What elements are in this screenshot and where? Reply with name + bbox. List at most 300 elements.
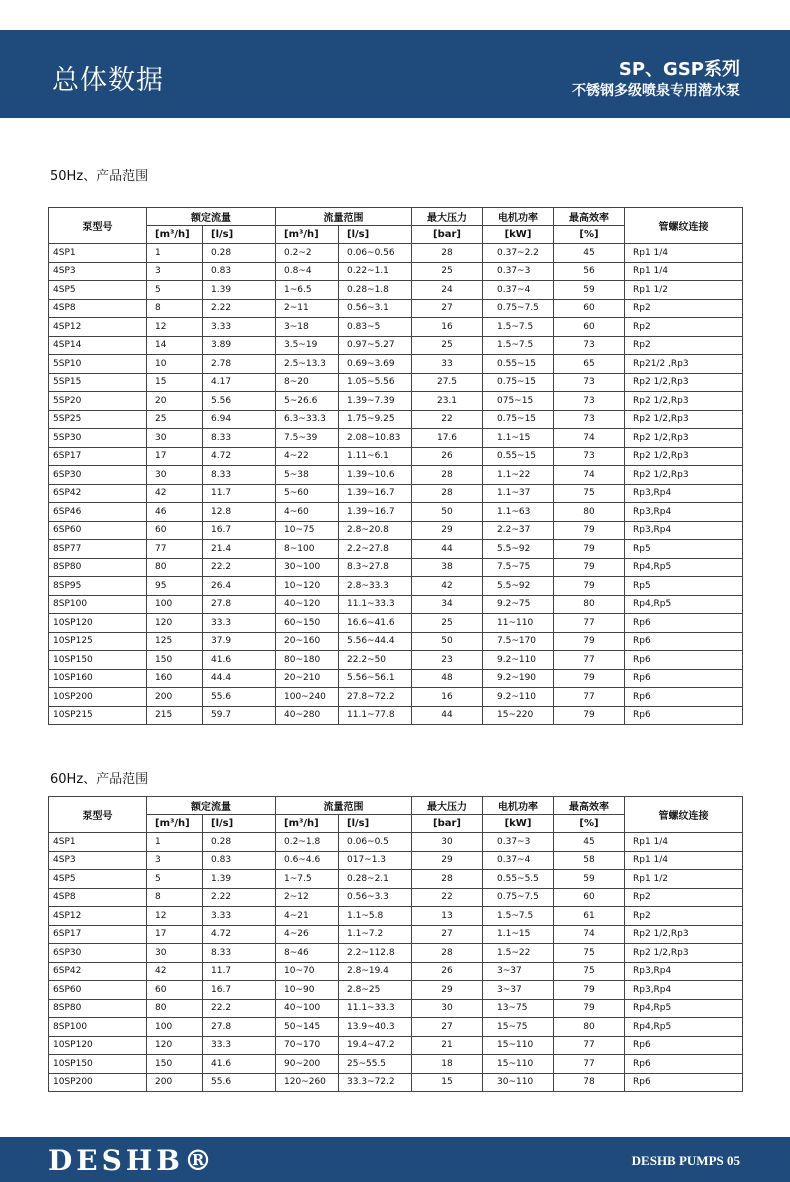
cell-max-efficiency: 73 (554, 373, 625, 392)
cell-max-efficiency: 77 (554, 1055, 625, 1074)
cell-flow-range-ls: 5.56~44.4 (339, 632, 412, 651)
cell-max-efficiency: 65 (554, 355, 625, 374)
table-row (49, 318, 743, 337)
unit-bar: [bar] (412, 815, 483, 833)
cell-max-pressure: 44 (412, 540, 483, 559)
cell-motor-power: 1.1~22 (483, 466, 554, 485)
cell-flow-range-ls: 2.2~27.8 (339, 540, 412, 559)
cell-max-efficiency: 79 (554, 577, 625, 596)
cell-motor-power: 0.75~15 (483, 373, 554, 392)
cell-motor-power: 0.37~4 (483, 281, 554, 300)
cell-flow-range-ls: 2.8~25 (339, 981, 412, 1000)
cell-rated-flow-ls: 2.78 (203, 355, 276, 374)
table-row (49, 1036, 743, 1055)
cell-max-pressure: 23.1 (412, 392, 483, 411)
cell-rated-flow-ls: 3.89 (203, 336, 276, 355)
cell-rated-flow-m3h: 10 (147, 355, 203, 374)
cell-model: 6SP17 (49, 447, 147, 466)
cell-flow-range-ls: 0.28~1.8 (339, 281, 412, 300)
cell-max-efficiency: 73 (554, 410, 625, 429)
cell-motor-power: 30~110 (483, 1073, 554, 1092)
table-row (49, 392, 743, 411)
unit-ls: [l/s] (339, 815, 412, 833)
cell-thread: Rp2 1/2,Rp3 (625, 392, 743, 411)
cell-rated-flow-m3h: 5 (147, 281, 203, 300)
cell-flow-range-ls: 8.3~27.8 (339, 558, 412, 577)
cell-max-efficiency: 75 (554, 944, 625, 963)
cell-flow-range-m3h: 5~60 (276, 484, 339, 503)
cell-flow-range-m3h: 0.2~1.8 (276, 833, 339, 852)
cell-rated-flow-ls: 27.8 (203, 1018, 276, 1037)
cell-flow-range-m3h: 0.6~4.6 (276, 851, 339, 870)
cell-motor-power: 9.2~190 (483, 669, 554, 688)
cell-flow-range-m3h: 20~210 (276, 669, 339, 688)
cell-rated-flow-m3h: 30 (147, 429, 203, 448)
cell-max-efficiency: 75 (554, 484, 625, 503)
cell-max-pressure: 44 (412, 706, 483, 725)
cell-max-efficiency: 59 (554, 281, 625, 300)
spec-table-60hz (48, 796, 743, 1092)
table-row (49, 870, 743, 889)
cell-flow-range-ls: 0.22~1.1 (339, 262, 412, 281)
cell-max-efficiency: 80 (554, 595, 625, 614)
table-row (49, 558, 743, 577)
cell-max-pressure: 27 (412, 299, 483, 318)
cell-motor-power: 15~75 (483, 1018, 554, 1037)
cell-rated-flow-m3h: 150 (147, 1055, 203, 1074)
cell-flow-range-m3h: 6.3~33.3 (276, 410, 339, 429)
header-motor-power: 电机功率 (483, 797, 554, 815)
cell-max-efficiency: 79 (554, 669, 625, 688)
cell-max-pressure: 38 (412, 558, 483, 577)
cell-max-pressure: 27 (412, 1018, 483, 1037)
table-row (49, 981, 743, 1000)
table-row (49, 925, 743, 944)
cell-model: 6SP30 (49, 944, 147, 963)
cell-motor-power: 0.37~3 (483, 262, 554, 281)
header-flow-range: 流量范围 (276, 797, 412, 815)
cell-max-pressure: 29 (412, 981, 483, 1000)
cell-rated-flow-ls: 12.8 (203, 503, 276, 522)
cell-max-pressure: 21 (412, 1036, 483, 1055)
cell-thread: Rp5 (625, 540, 743, 559)
cell-rated-flow-m3h: 30 (147, 944, 203, 963)
cell-model: 8SP80 (49, 999, 147, 1018)
cell-max-pressure: 30 (412, 999, 483, 1018)
cell-rated-flow-ls: 5.56 (203, 392, 276, 411)
cell-flow-range-ls: 5.56~56.1 (339, 669, 412, 688)
cell-rated-flow-ls: 4.17 (203, 373, 276, 392)
cell-thread: Rp2 1/2,Rp3 (625, 429, 743, 448)
header-motor-power: 电机功率 (483, 208, 554, 226)
cell-max-pressure: 28 (412, 484, 483, 503)
cell-max-pressure: 50 (412, 632, 483, 651)
unit-kw: [kW] (483, 815, 554, 833)
cell-motor-power: 15~110 (483, 1055, 554, 1074)
cell-flow-range-m3h: 120~260 (276, 1073, 339, 1092)
cell-max-pressure: 18 (412, 1055, 483, 1074)
cell-max-efficiency: 79 (554, 540, 625, 559)
cell-rated-flow-ls: 59.7 (203, 706, 276, 725)
cell-rated-flow-ls: 16.7 (203, 521, 276, 540)
cell-thread: Rp2 (625, 299, 743, 318)
cell-thread: Rp4,Rp5 (625, 558, 743, 577)
cell-max-efficiency: 74 (554, 429, 625, 448)
cell-flow-range-ls: 1.11~6.1 (339, 447, 412, 466)
table-row (49, 888, 743, 907)
cell-max-pressure: 26 (412, 962, 483, 981)
cell-flow-range-ls: 33.3~72.2 (339, 1073, 412, 1092)
cell-flow-range-m3h: 8~46 (276, 944, 339, 963)
cell-model: 4SP1 (49, 833, 147, 852)
cell-rated-flow-m3h: 125 (147, 632, 203, 651)
spec-table-50hz (48, 207, 743, 725)
unit-ls: [l/s] (339, 226, 412, 244)
cell-max-pressure: 16 (412, 318, 483, 337)
cell-max-pressure: 25 (412, 614, 483, 633)
cell-flow-range-ls: 16.6~41.6 (339, 614, 412, 633)
cell-flow-range-m3h: 2.5~13.3 (276, 355, 339, 374)
header-max-pressure: 最大压力 (412, 208, 483, 226)
cell-motor-power: 7.5~170 (483, 632, 554, 651)
cell-thread: Rp3,Rp4 (625, 962, 743, 981)
cell-rated-flow-m3h: 215 (147, 706, 203, 725)
cell-rated-flow-m3h: 80 (147, 558, 203, 577)
cell-rated-flow-ls: 16.7 (203, 981, 276, 1000)
cell-model: 5SP25 (49, 410, 147, 429)
cell-flow-range-ls: 1.39~10.6 (339, 466, 412, 485)
cell-thread: Rp1 1/2 (625, 870, 743, 889)
series-name: SP、GSP系列 (618, 59, 740, 80)
cell-flow-range-m3h: 0.2~2 (276, 244, 339, 263)
cell-max-efficiency: 59 (554, 870, 625, 889)
cell-model: 4SP14 (49, 336, 147, 355)
cell-max-efficiency: 45 (554, 244, 625, 263)
cell-flow-range-ls: 11.1~33.3 (339, 595, 412, 614)
cell-flow-range-m3h: 5~26.6 (276, 392, 339, 411)
cell-rated-flow-ls: 3.33 (203, 907, 276, 926)
table-row (49, 466, 743, 485)
cell-flow-range-ls: 2.8~20.8 (339, 521, 412, 540)
cell-rated-flow-m3h: 46 (147, 503, 203, 522)
cell-model: 6SP42 (49, 484, 147, 503)
cell-flow-range-m3h: 1~6.5 (276, 281, 339, 300)
cell-flow-range-ls: 2.8~19.4 (339, 962, 412, 981)
cell-thread: Rp2 (625, 318, 743, 337)
cell-thread: Rp3,Rp4 (625, 981, 743, 1000)
header-thread: 管螺纹连接 (625, 797, 743, 833)
cell-flow-range-ls: 2.8~33.3 (339, 577, 412, 596)
cell-model: 6SP60 (49, 521, 147, 540)
cell-flow-range-ls: 0.83~5 (339, 318, 412, 337)
unit-m3h: [m³/h] (276, 226, 339, 244)
cell-thread: Rp2 1/2,Rp3 (625, 925, 743, 944)
cell-flow-range-m3h: 10~120 (276, 577, 339, 596)
cell-thread: Rp6 (625, 669, 743, 688)
unit-ls: [l/s] (203, 226, 276, 244)
cell-motor-power: 0.55~15 (483, 447, 554, 466)
cell-max-efficiency: 80 (554, 1018, 625, 1037)
cell-flow-range-m3h: 0.8~4 (276, 262, 339, 281)
cell-max-pressure: 28 (412, 870, 483, 889)
cell-thread: Rp1 1/2 (625, 281, 743, 300)
cell-rated-flow-ls: 4.72 (203, 925, 276, 944)
table-row (49, 688, 743, 707)
page-title: 总体数据 (52, 65, 164, 96)
table-row (49, 851, 743, 870)
cell-max-efficiency: 79 (554, 632, 625, 651)
cell-model: 10SP160 (49, 669, 147, 688)
cell-thread: Rp6 (625, 706, 743, 725)
cell-rated-flow-m3h: 120 (147, 1036, 203, 1055)
unit-m3h: [m³/h] (147, 815, 203, 833)
cell-flow-range-m3h: 4~22 (276, 447, 339, 466)
cell-thread: Rp2 (625, 888, 743, 907)
cell-max-efficiency: 60 (554, 299, 625, 318)
cell-flow-range-m3h: 40~120 (276, 595, 339, 614)
cell-flow-range-m3h: 70~170 (276, 1036, 339, 1055)
cell-rated-flow-m3h: 60 (147, 981, 203, 1000)
brand-logo: DESHB® (48, 1144, 216, 1177)
cell-max-pressure: 50 (412, 503, 483, 522)
cell-thread: Rp2 1/2,Rp3 (625, 944, 743, 963)
cell-rated-flow-ls: 44.4 (203, 669, 276, 688)
cell-flow-range-ls: 2.08~10.83 (339, 429, 412, 448)
cell-rated-flow-ls: 21.4 (203, 540, 276, 559)
cell-model: 5SP10 (49, 355, 147, 374)
table-row (49, 614, 743, 633)
cell-model: 5SP30 (49, 429, 147, 448)
cell-flow-range-ls: 1.05~5.56 (339, 373, 412, 392)
cell-model: 4SP3 (49, 262, 147, 281)
cell-rated-flow-ls: 33.3 (203, 1036, 276, 1055)
table-row (49, 962, 743, 981)
cell-flow-range-ls: 0.56~3.1 (339, 299, 412, 318)
cell-rated-flow-ls: 41.6 (203, 1055, 276, 1074)
cell-rated-flow-m3h: 3 (147, 851, 203, 870)
cell-motor-power: 9.2~110 (483, 688, 554, 707)
cell-max-efficiency: 60 (554, 888, 625, 907)
cell-thread: Rp2 1/2,Rp3 (625, 410, 743, 429)
cell-max-efficiency: 79 (554, 981, 625, 1000)
cell-flow-range-m3h: 40~100 (276, 999, 339, 1018)
cell-rated-flow-m3h: 20 (147, 392, 203, 411)
header-model: 泵型号 (49, 208, 147, 244)
cell-model: 10SP120 (49, 1036, 147, 1055)
cell-rated-flow-ls: 55.6 (203, 1073, 276, 1092)
cell-rated-flow-ls: 0.83 (203, 262, 276, 281)
cell-motor-power: 0.55~15 (483, 355, 554, 374)
cell-rated-flow-m3h: 8 (147, 888, 203, 907)
table-row (49, 281, 743, 300)
cell-rated-flow-m3h: 77 (147, 540, 203, 559)
cell-max-pressure: 24 (412, 281, 483, 300)
cell-max-pressure: 28 (412, 244, 483, 263)
table-row (49, 669, 743, 688)
cell-rated-flow-m3h: 100 (147, 1018, 203, 1037)
cell-flow-range-m3h: 10~75 (276, 521, 339, 540)
cell-rated-flow-ls: 33.3 (203, 614, 276, 633)
table-row (49, 944, 743, 963)
table-row (49, 706, 743, 725)
cell-max-pressure: 48 (412, 669, 483, 688)
table-row (49, 429, 743, 448)
cell-max-efficiency: 45 (554, 833, 625, 852)
cell-thread: Rp2 (625, 336, 743, 355)
cell-flow-range-ls: 19.4~47.2 (339, 1036, 412, 1055)
cell-rated-flow-m3h: 12 (147, 318, 203, 337)
cell-max-efficiency: 79 (554, 999, 625, 1018)
cell-rated-flow-m3h: 1 (147, 833, 203, 852)
table-row (49, 336, 743, 355)
cell-flow-range-ls: 1.75~9.25 (339, 410, 412, 429)
cell-flow-range-m3h: 3~18 (276, 318, 339, 337)
section-title-50hz: 50Hz、产品范围 (50, 169, 149, 184)
cell-rated-flow-ls: 41.6 (203, 651, 276, 670)
cell-max-pressure: 28 (412, 466, 483, 485)
cell-rated-flow-m3h: 42 (147, 484, 203, 503)
cell-rated-flow-ls: 0.28 (203, 833, 276, 852)
cell-rated-flow-ls: 1.39 (203, 281, 276, 300)
table-row (49, 1055, 743, 1074)
cell-flow-range-ls: 0.69~3.69 (339, 355, 412, 374)
cell-thread: Rp1 1/4 (625, 833, 743, 852)
cell-rated-flow-ls: 1.39 (203, 870, 276, 889)
header-rated-flow: 额定流量 (147, 797, 276, 815)
table-row (49, 484, 743, 503)
cell-rated-flow-m3h: 60 (147, 521, 203, 540)
cell-rated-flow-ls: 26.4 (203, 577, 276, 596)
cell-thread: Rp2 (625, 907, 743, 926)
cell-model: 10SP150 (49, 1055, 147, 1074)
cell-flow-range-m3h: 100~240 (276, 688, 339, 707)
cell-max-efficiency: 79 (554, 558, 625, 577)
cell-flow-range-ls: 11.1~77.8 (339, 706, 412, 725)
cell-rated-flow-m3h: 1 (147, 244, 203, 263)
cell-flow-range-m3h: 1~7.5 (276, 870, 339, 889)
cell-rated-flow-m3h: 80 (147, 999, 203, 1018)
cell-flow-range-m3h: 30~100 (276, 558, 339, 577)
cell-thread: Rp1 1/4 (625, 851, 743, 870)
cell-flow-range-ls: 0.28~2.1 (339, 870, 412, 889)
cell-rated-flow-m3h: 200 (147, 1073, 203, 1092)
cell-motor-power: 0.37~3 (483, 833, 554, 852)
cell-max-efficiency: 75 (554, 962, 625, 981)
cell-max-pressure: 30 (412, 833, 483, 852)
cell-rated-flow-m3h: 12 (147, 907, 203, 926)
cell-flow-range-m3h: 80~180 (276, 651, 339, 670)
cell-model: 6SP17 (49, 925, 147, 944)
cell-max-pressure: 33 (412, 355, 483, 374)
cell-max-efficiency: 77 (554, 1036, 625, 1055)
cell-flow-range-m3h: 5~38 (276, 466, 339, 485)
cell-flow-range-m3h: 20~160 (276, 632, 339, 651)
cell-flow-range-ls: 0.56~3.3 (339, 888, 412, 907)
cell-motor-power: 0.37~2.2 (483, 244, 554, 263)
cell-thread: Rp5 (625, 577, 743, 596)
header-thread: 管螺纹连接 (625, 208, 743, 244)
cell-motor-power: 075~15 (483, 392, 554, 411)
cell-rated-flow-ls: 37.9 (203, 632, 276, 651)
cell-max-pressure: 28 (412, 944, 483, 963)
table-row (49, 299, 743, 318)
table-row (49, 1018, 743, 1037)
table-row (49, 1073, 743, 1092)
cell-motor-power: 0.75~7.5 (483, 299, 554, 318)
cell-motor-power: 15~110 (483, 1036, 554, 1055)
cell-model: 8SP95 (49, 577, 147, 596)
cell-rated-flow-ls: 0.28 (203, 244, 276, 263)
table-row (49, 595, 743, 614)
cell-flow-range-ls: 1.39~16.7 (339, 503, 412, 522)
cell-motor-power: 9.2~110 (483, 651, 554, 670)
table-row (49, 540, 743, 559)
cell-rated-flow-m3h: 3 (147, 262, 203, 281)
unit-bar: [bar] (412, 226, 483, 244)
cell-rated-flow-ls: 4.72 (203, 447, 276, 466)
cell-rated-flow-m3h: 15 (147, 373, 203, 392)
cell-model: 8SP100 (49, 595, 147, 614)
section-title-60hz: 60Hz、产品范围 (50, 772, 149, 787)
cell-flow-range-m3h: 4~26 (276, 925, 339, 944)
cell-model: 4SP5 (49, 281, 147, 300)
cell-thread: Rp6 (625, 632, 743, 651)
cell-rated-flow-ls: 8.33 (203, 944, 276, 963)
cell-flow-range-ls: 13.9~40.3 (339, 1018, 412, 1037)
cell-thread: Rp2 1/2,Rp3 (625, 466, 743, 485)
cell-thread: Rp4,Rp5 (625, 1018, 743, 1037)
table-row (49, 999, 743, 1018)
cell-model: 8SP100 (49, 1018, 147, 1037)
cell-max-pressure: 25 (412, 336, 483, 355)
cell-max-pressure: 25 (412, 262, 483, 281)
cell-model: 4SP5 (49, 870, 147, 889)
unit-kw: [kW] (483, 226, 554, 244)
cell-max-efficiency: 77 (554, 651, 625, 670)
cell-thread: Rp6 (625, 688, 743, 707)
cell-rated-flow-ls: 55.6 (203, 688, 276, 707)
cell-thread: Rp2 1/2,Rp3 (625, 447, 743, 466)
cell-flow-range-m3h: 4~60 (276, 503, 339, 522)
cell-model: 10SP215 (49, 706, 147, 725)
cell-rated-flow-m3h: 200 (147, 688, 203, 707)
cell-flow-range-m3h: 2~12 (276, 888, 339, 907)
table-row (49, 833, 743, 852)
cell-rated-flow-ls: 11.7 (203, 484, 276, 503)
cell-flow-range-m3h: 40~280 (276, 706, 339, 725)
cell-max-pressure: 29 (412, 521, 483, 540)
cell-motor-power: 1.5~7.5 (483, 318, 554, 337)
cell-model: 4SP8 (49, 888, 147, 907)
cell-motor-power: 1.1~15 (483, 429, 554, 448)
table-row (49, 907, 743, 926)
table-row (49, 262, 743, 281)
cell-max-efficiency: 60 (554, 318, 625, 337)
cell-rated-flow-m3h: 25 (147, 410, 203, 429)
cell-rated-flow-ls: 22.2 (203, 558, 276, 577)
cell-rated-flow-ls: 3.33 (203, 318, 276, 337)
header-max-pressure: 最大压力 (412, 797, 483, 815)
cell-flow-range-ls: 22.2~50 (339, 651, 412, 670)
cell-thread: Rp3,Rp4 (625, 521, 743, 540)
header-max-efficiency: 最高效率 (554, 208, 625, 226)
cell-rated-flow-m3h: 17 (147, 447, 203, 466)
cell-motor-power: 5.5~92 (483, 540, 554, 559)
cell-rated-flow-ls: 0.83 (203, 851, 276, 870)
table-row (49, 244, 743, 263)
cell-rated-flow-m3h: 14 (147, 336, 203, 355)
cell-motor-power: 7.5~75 (483, 558, 554, 577)
